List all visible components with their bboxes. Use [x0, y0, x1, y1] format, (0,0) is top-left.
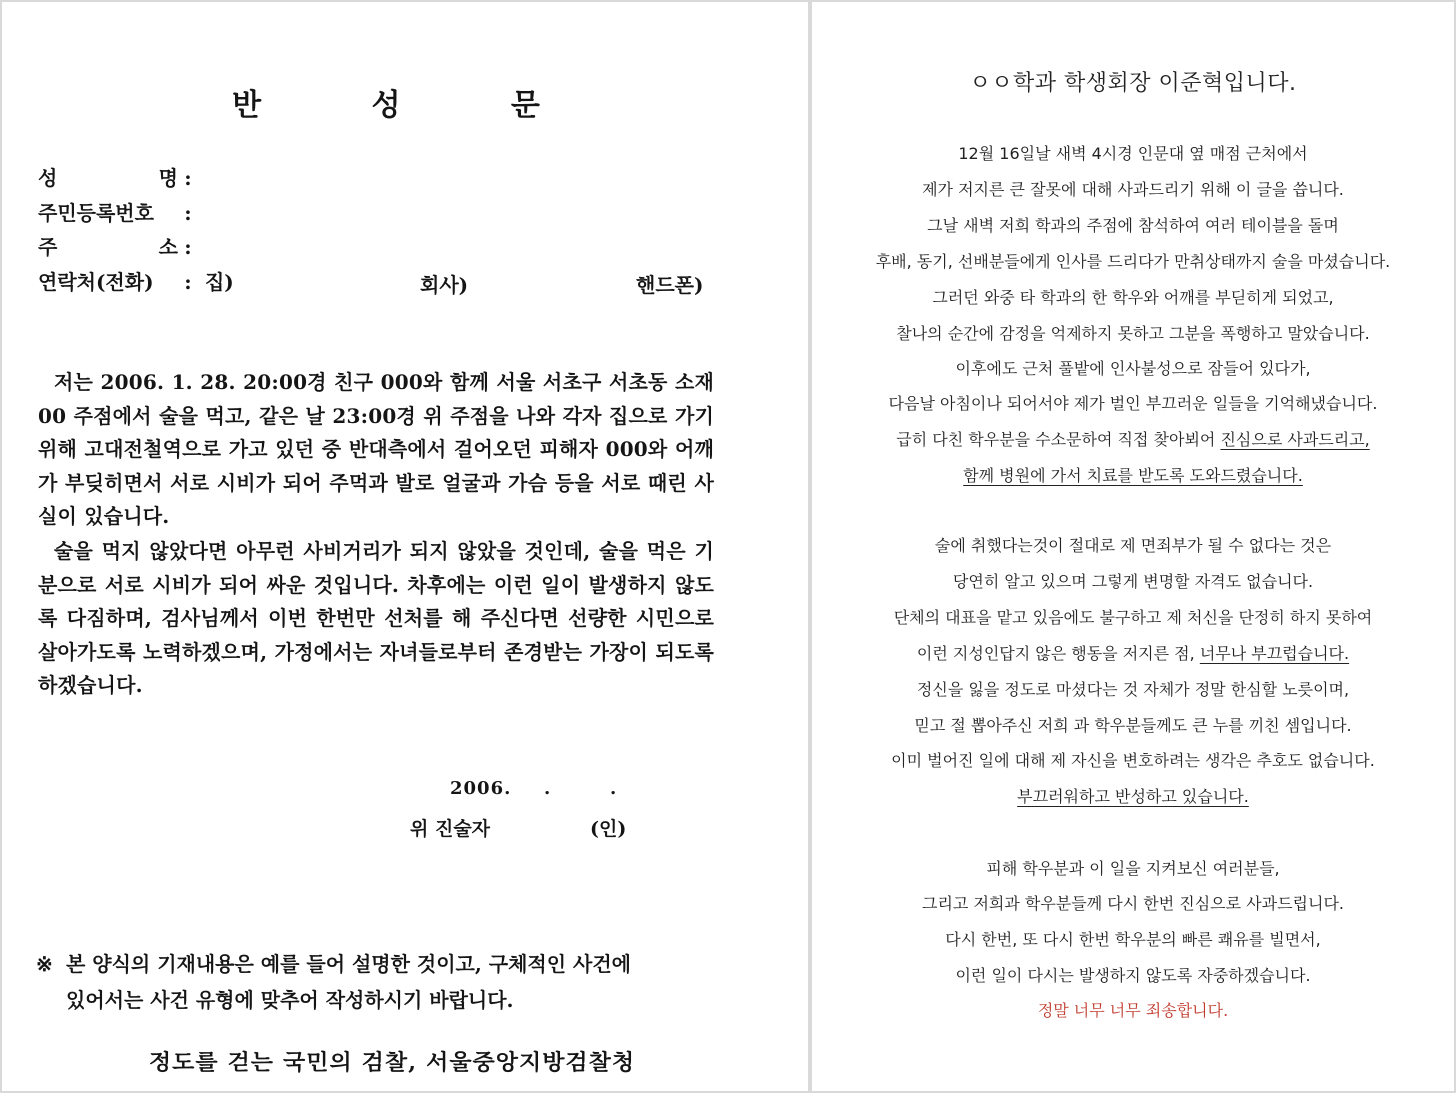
- letter-emphasis-text: 너무나 부끄럽습니다.: [1199, 644, 1350, 663]
- notice-line-1: 본 양식의 기재내용은 예를 들어 설명한 것이고, 구체적인 사건에: [66, 952, 631, 976]
- colon: :: [184, 270, 192, 294]
- name-field-row: [38, 162, 198, 192]
- letter-line: [812, 464, 1454, 488]
- letter-line: [812, 642, 1454, 666]
- letter-text: 당연히 알고 있으며 그렇게 변명할 자격도 없습니다.: [952, 572, 1314, 591]
- letter-line: [812, 857, 1454, 881]
- letter-line: [812, 286, 1454, 310]
- date-line: 2006.: [450, 778, 512, 799]
- letter-text: 술에 취했다는것이 절대로 제 면죄부가 될 수 없다는 것은: [934, 536, 1332, 555]
- letter-text: 이미 벌어진 일에 대해 제 자신을 변호하려는 생각은 추호도 없습니다.: [891, 751, 1375, 770]
- contact-label: 연락처(전화): [38, 270, 154, 294]
- letter-text: 후배, 동기, 선배분들에게 인사를 드리다가 만취상태까지 술을 마셨습니다.: [875, 252, 1391, 271]
- letter-text: 그날 새벽 저희 학과의 주점에 참석하여 여러 테이블을 돌며: [927, 216, 1339, 235]
- letter-line: [812, 678, 1454, 702]
- mobile-phone-label: 핸드폰): [636, 273, 704, 297]
- letter-text: 정신을 잃을 정도로 마셨다는 것 자체가 정말 한심할 노릇이며,: [916, 680, 1350, 699]
- statement-paragraph-1: 저는 2006. 1. 28. 20:00경 친구 000와 함께 서울 서초구 서초동 소재 00 주점에서 술을 먹고, 같은 날 23:00경 위 주점을 나와 각자 집으로 가기 위해 고대전철역으로 가고 있던 중 반대측에서 걸어오던 피해자 000와 어깨가 부딪히면서 서로 시비가 되어 주먹과 발로 얼굴과 가슴 등을 서로 때린 사실이 있습니다.: [38, 370, 714, 528]
- signer-label: 위 진술자: [410, 818, 491, 840]
- resident-number-label: 주민등록번호: [38, 201, 154, 225]
- company-phone-label: 회사): [420, 273, 469, 297]
- letter-text: 그리고 저희과 학우분들께 다시 한번 진심으로 사과드립니다.: [921, 894, 1344, 913]
- letter-text: 이런 일이 다시는 발생하지 않도록 자중하겠습니다.: [955, 966, 1311, 985]
- reference-mark-icon: ※: [36, 952, 53, 976]
- letter-line: [812, 892, 1454, 916]
- letter-emphasis-text: 진심으로 사과드리고,: [1220, 430, 1370, 449]
- letter-line: [812, 570, 1454, 594]
- letter-line: [812, 250, 1454, 274]
- letter-line: [812, 785, 1454, 809]
- address-label: 주 소: [38, 235, 178, 259]
- letter-line: [812, 392, 1454, 416]
- letter-text: 믿고 절 뽑아주신 저희 과 학우분들께도 큰 누를 끼친 셈입니다.: [914, 716, 1352, 735]
- colon: :: [184, 166, 192, 190]
- letter-line: [812, 714, 1454, 738]
- letter-line: [812, 964, 1454, 988]
- form-notice: [36, 946, 726, 1018]
- letter-emphasis-text: 함께 병원에 가서 치료를 받도록 도와드렸습니다.: [963, 466, 1303, 485]
- letter-text: 제가 저지른 큰 잘못에 대해 사과드리기 위해 이 글을 씁니다.: [922, 180, 1344, 199]
- address-field-row: [38, 231, 198, 261]
- letter-line: [812, 178, 1454, 202]
- letter-text: 그러던 와중 타 학과의 한 학우와 어깨를 부딛히게 되었고,: [932, 288, 1334, 307]
- letter-text: 급히 다친 학우분을 수소문하여 직접 찾아뵈어: [896, 430, 1221, 449]
- letter-text: 단체의 대표을 맡고 있음에도 불구하고 제 처신을 단정히 하지 못하여: [893, 608, 1373, 627]
- letter-line: [812, 322, 1454, 346]
- letter-line: [812, 142, 1454, 166]
- notice-line-2: 있어서는 사건 유형에 맞추어 작성하시기 바랍니다.: [66, 988, 514, 1012]
- letter-text: 12월 16일날 새벽 4시경 인문대 옆 매점 근처에서: [958, 144, 1308, 163]
- letter-text: 피해 학우분과 이 일을 지켜보신 여러분들,: [986, 859, 1280, 878]
- letter-text: 찰나의 순간에 감정을 억제하지 못하고 그분을 폭행하고 말았습니다.: [896, 324, 1370, 343]
- contact-field-row: [38, 266, 234, 296]
- letter-line: [812, 357, 1454, 381]
- letter-text: 이후에도 근처 풀밭에 인사불성으로 잠들어 있다가,: [955, 359, 1311, 378]
- prosecution-slogan: 정도를 걷는 국민의 검찰, 서울중앙지방검찰청: [148, 1049, 636, 1076]
- apology-letter: [812, 2, 1454, 1091]
- date-separator: .: [610, 778, 617, 799]
- colon: :: [184, 201, 192, 225]
- reflection-form-scan: [2, 2, 808, 1091]
- name-label: 성 명: [38, 166, 178, 190]
- letter-text: 다시 한번, 또 다시 한번 학우분의 빠른 쾌유를 빌면서,: [945, 930, 1321, 949]
- letter-line: [812, 928, 1454, 952]
- letter-line: [812, 428, 1454, 452]
- colon: :: [184, 235, 192, 259]
- letter-line: [812, 214, 1454, 238]
- letter-emphasis-text: 부끄러워하고 반성하고 있습니다.: [1017, 787, 1249, 806]
- letter-text: 다음날 아침이나 되어서야 제가 벌인 부끄러운 일들을 기억해냈습니다.: [888, 394, 1378, 413]
- letter-line: [812, 534, 1454, 558]
- resident-number-field-row: [38, 197, 198, 227]
- letter-line: [812, 606, 1454, 630]
- letter-title: ㅇㅇ학과 학생회장 이준혁입니다.: [969, 71, 1297, 96]
- letter-text: 정말 너무 너무 죄송합니다.: [1037, 1001, 1229, 1020]
- date-separator: .: [544, 778, 551, 799]
- statement-paragraph-2: 술을 먹지 않았다면 아무런 사비거리가 되지 않았을 것인데, 술을 먹은 기분으로 서로 시비가 되어 싸운 것입니다. 차후에는 이런 일이 발생하지 않도록 다짐하며, 검사님께서 이번 한번만 선처를 해 주신다면 선량한 시민으로 살아가도록 노력하겠으며, 가정에서는 자녀들로부터 존경받는 가장이 되도록 하겠습니다.: [38, 539, 714, 697]
- seal-mark: (인): [590, 818, 627, 840]
- home-phone-label: 집): [204, 270, 234, 294]
- letter-closing-line: [812, 999, 1454, 1023]
- form-title: 반 성 문: [232, 88, 590, 123]
- letter-line: [812, 749, 1454, 773]
- letter-text: 이런 지성인답지 않은 행동을 저지른 점,: [916, 644, 1200, 663]
